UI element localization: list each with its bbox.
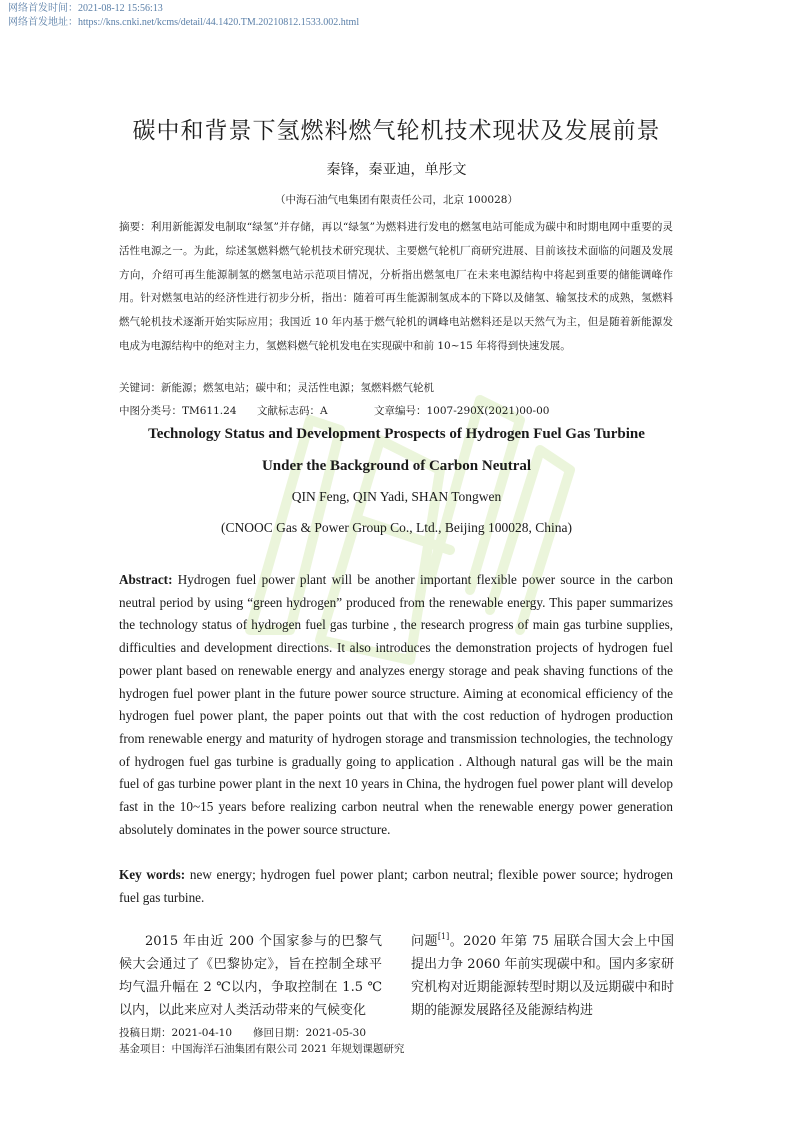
classification-line	[119, 400, 673, 424]
english-authors: QIN Feng, QIN Yadi, SHAN Tongwen	[291, 489, 502, 504]
received-date: 投稿日期：2021-04-10	[119, 1027, 233, 1039]
english-title-line-1: Technology Status and Development Prospects of Hydrogen Fuel Gas Turbine	[148, 426, 645, 442]
english-affiliation: (CNOOC Gas & Power Group Co., Ltd., Beijing 100028, China)	[221, 520, 572, 535]
footnote-fund: 基金项目：中国海洋石油集团有限公司 2021 年规划课题研究	[119, 1043, 405, 1055]
chinese-keywords: 关键词：新能源；燃氢电站；碳中和；灵活性电源；氢燃料燃气轮机	[119, 382, 434, 394]
keywords-text: new energy; hydrogen fuel power plant; carbon neutral; flexible power source; hydrogen fuel gas turbine.	[119, 867, 673, 905]
chinese-affiliation: （中海石油气电集团有限责任公司，北京 100028）	[275, 194, 518, 206]
abstract-text: Hydrogen fuel power plant will be another important flexible power source in the carbon neutral period by using “green hydrogen” produced from the renewable energy. This paper summarizes the technology status of hydrogen fuel gas turbine , the research progress of main gas turbine supplies, difficulties and development directions. It also introduces the demonstration projects of hydrogen fuel power plant based on renewable energy and analyzes energy storage and peak shaving functions of the hydrogen fuel power plant in the future power source structure. Aiming at economical efficiency of the hydrogen fuel power plant, the paper points out that with the cost reduction of hydrogen production from renewable energy and maturity of hydrogen storage and transmission technologies, the technology of hydrogen fuel gas turbine is gradually going to application . Although natural gas will be the main fuel of gas turbine power plant in the next 10 years in China, the hydrogen fuel power plant will develop fast in the 10~15 years before realizing carbon neutral when the renewable energy power generation absolutely dominates in the power source structure.	[119, 572, 674, 837]
clc-number: 中图分类号：TM611.24	[119, 405, 237, 417]
document-code: 文献标志码：A	[257, 405, 328, 417]
chinese-authors: 秦锋，秦亚迪，单彤文	[326, 162, 467, 178]
first-publication-time: 网络首发时间：2021-08-12 15:56:13	[8, 3, 163, 14]
body-right-column	[411, 930, 674, 1022]
body-text-continued: 。2020 年第 75 届联合国大会上中国提出力争 2060 年前实现碳中和。国内多家研究机构对近期能源转型时期以及远期碳中和时期的能源发展路径及能源结构进	[411, 934, 674, 1018]
article-number: 文章编号：1007-290X(2021)00-00	[374, 405, 550, 417]
english-keywords	[119, 864, 673, 909]
abstract-label: Abstract:	[119, 572, 173, 587]
keywords-label: Key words:	[119, 867, 186, 882]
revised-date: 修回日期：2021-05-30	[253, 1027, 367, 1039]
body-left-column: 2015 年由近 200 个国家参与的巴黎气候大会通过了《巴黎协定》，旨在控制全球平均气温升幅在 2 ℃以内，争取控制在 1.5 ℃以内，以此来应对人类活动带来的气候变化	[119, 934, 382, 1018]
english-title-line-2: Under the Background of Carbon Neutral	[261, 458, 532, 474]
footnote-dates	[119, 1026, 366, 1041]
citation-ref-1[interactable]: [1]	[437, 932, 450, 941]
chinese-abstract: 摘要：利用新能源发电制取“绿氢”并存储，再以“绿氢”为燃料进行发电的燃氢电站可能成为碳中和时期电网中重要的灵活性电源之一。为此，综述氢燃料燃气轮机技术研究现状、主要燃气轮机厂商研究进展、目前该技术面临的问题及发展方向，介绍可再生能源制氢的燃氢电站示范项目情况，分析指出燃氢电厂在未来电源结构中将起到重要的储能调峰作用。针对燃氢电站的经济性进行初步分析，指出：随着可再生能源制氢成本的下降以及储氢、输氢技术的成熟，氢燃料燃气轮机技术逐渐开始实际应用；我国近 10 年内基于燃气轮机的调峰电站燃料还是以天然气为主，但是随着新能源发电成为电源结构中的绝对主力，氢燃料燃气轮机发电在实现碳中和前 10~15 年将得到快速发展。	[119, 221, 673, 352]
first-publication-url[interactable]: 网络首发地址：https://kns.cnki.net/kcms/detail/44.1420.TM.20210812.1533.002.html	[8, 17, 360, 28]
chinese-title: 碳中和背景下氢燃料燃气轮机技术现状及发展前景	[132, 118, 661, 144]
body-text-start: 问题	[411, 934, 438, 949]
english-abstract	[119, 569, 673, 841]
